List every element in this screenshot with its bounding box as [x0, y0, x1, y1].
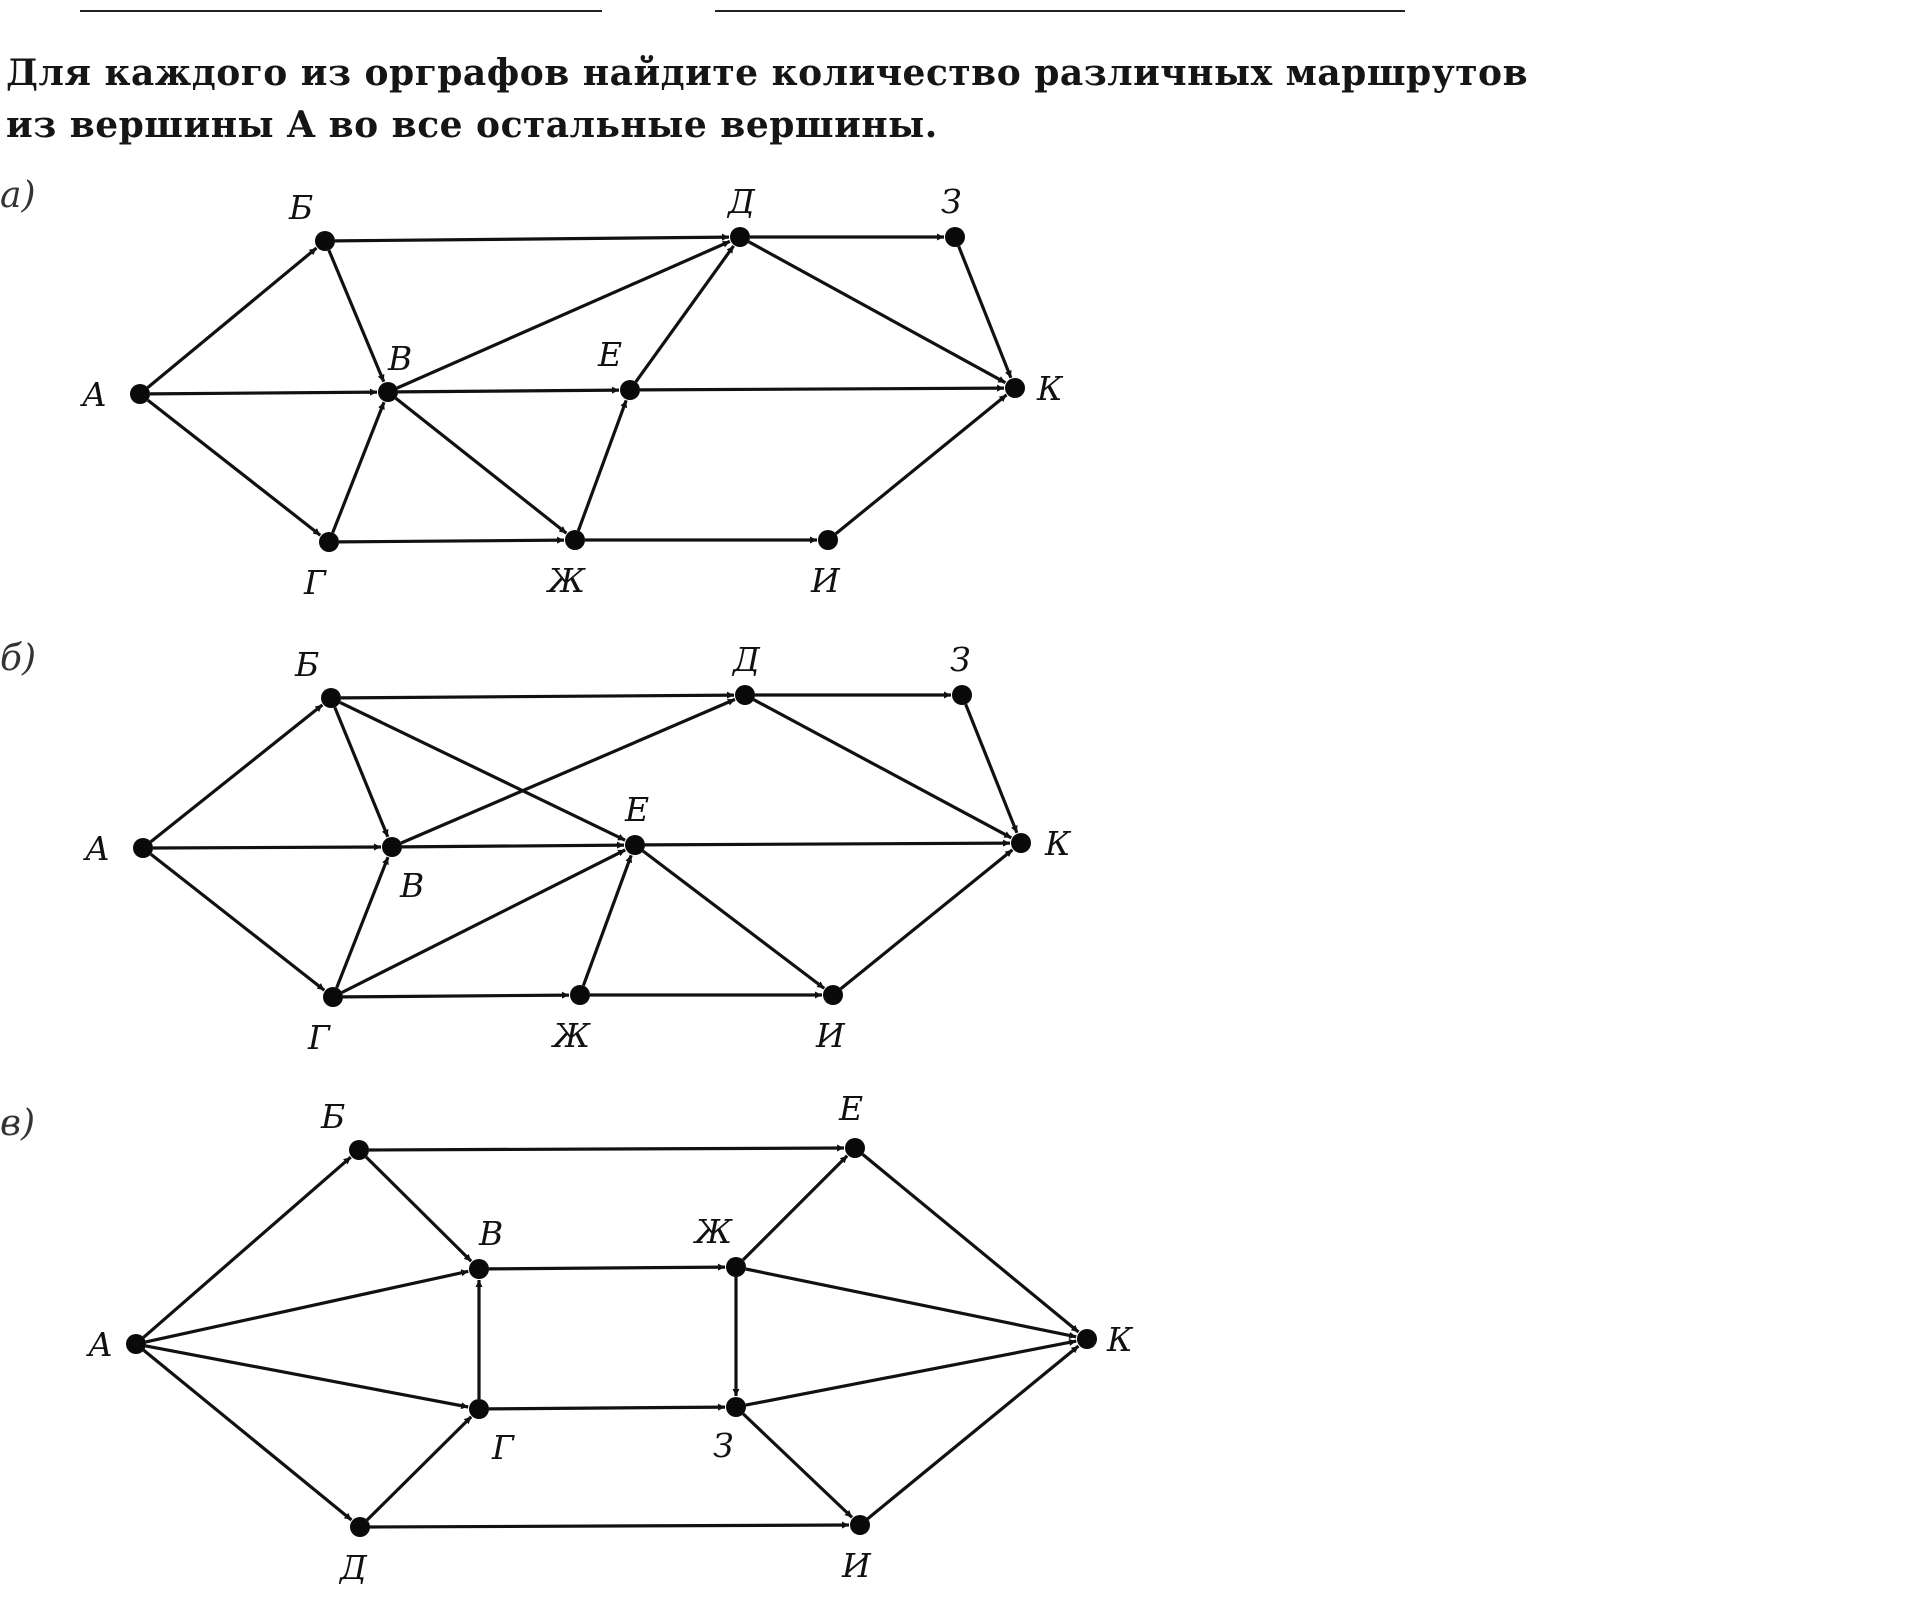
edge-b-b-v — [335, 707, 388, 837]
edge-c-a-g — [146, 1346, 468, 1407]
edge-a-a-v — [150, 392, 377, 394]
graph-a — [80, 182, 1064, 602]
edge-a-zh-e — [578, 400, 626, 530]
vertex-c-v — [469, 1259, 489, 1279]
vertex-c-i — [850, 1515, 870, 1535]
edge-c-b-e — [369, 1148, 844, 1150]
edge-b-a-v — [153, 847, 381, 848]
vertex-label-b-b: Б — [295, 645, 320, 684]
edge-b-b-d — [341, 695, 734, 698]
edge-a-v-zh — [396, 398, 567, 533]
vertex-label-b-v: В — [400, 866, 425, 905]
edge-b-e-k — [645, 843, 1010, 845]
edge-a-i-k — [836, 395, 1007, 534]
vertex-label-b-i: И — [816, 1016, 845, 1055]
vertex-label-c-a: А — [88, 1325, 113, 1364]
edge-b-g-e — [342, 850, 625, 993]
vertex-label-c-z: З — [713, 1426, 734, 1465]
vertex-label-b-a: А — [85, 829, 110, 868]
edge-c-i-k — [868, 1346, 1079, 1519]
vertex-b-v — [382, 837, 402, 857]
part-label-b: б) — [0, 638, 37, 679]
vertex-a-z — [945, 227, 965, 247]
vertex-label-b-d: Д — [733, 640, 760, 679]
vertex-label-c-g: Г — [492, 1428, 514, 1467]
vertex-a-e — [620, 380, 640, 400]
vertex-a-g — [319, 532, 339, 552]
vertex-b-zh — [570, 985, 590, 1005]
task-text-line-1: Для каждого из орграфов найдите количество различных маршрутов — [6, 52, 1529, 94]
vertex-a-v — [378, 382, 398, 402]
vertex-c-k — [1077, 1329, 1097, 1349]
vertex-b-d — [735, 685, 755, 705]
edge-a-e-d — [636, 246, 734, 382]
vertex-label-a-g: Г — [304, 563, 326, 602]
vertex-label-c-e: Е — [839, 1089, 864, 1128]
edge-b-g-v — [337, 857, 388, 988]
vertex-c-g — [469, 1399, 489, 1419]
edge-b-a-b — [151, 705, 323, 842]
vertex-label-a-k: К — [1037, 369, 1063, 408]
edge-c-a-v — [146, 1271, 469, 1342]
edge-c-e-k — [863, 1154, 1079, 1332]
vertex-c-e — [845, 1138, 865, 1158]
edge-c-z-k — [746, 1341, 1076, 1405]
vertex-label-b-g: Г — [308, 1018, 330, 1057]
vertex-label-a-b: Б — [289, 188, 314, 227]
edge-b-z-k — [966, 704, 1017, 833]
edge-a-z-k — [959, 246, 1011, 377]
edge-c-zh-k — [746, 1269, 1076, 1337]
edge-b-zh-e — [583, 855, 631, 985]
edge-a-a-g — [148, 400, 320, 535]
vertex-label-a-a: А — [82, 375, 107, 414]
vertex-label-b-e: Е — [625, 790, 650, 829]
vertex-label-c-zh: Ж — [695, 1212, 733, 1251]
vertex-a-a — [130, 384, 150, 404]
edge-b-b-e — [340, 702, 625, 840]
vertex-c-zh — [726, 1257, 746, 1277]
vertex-label-c-i: И — [842, 1546, 871, 1585]
vertex-c-d — [350, 1517, 370, 1537]
edge-b-v-d — [401, 699, 735, 843]
vertex-b-e — [625, 835, 645, 855]
vertex-a-d — [730, 227, 750, 247]
edge-c-d-g — [367, 1417, 471, 1520]
vertex-c-b — [349, 1140, 369, 1160]
vertex-a-i — [818, 530, 838, 550]
edge-c-z-i — [743, 1414, 852, 1518]
edge-c-a-b — [144, 1157, 351, 1337]
graph-c — [86, 1089, 1134, 1587]
edge-a-g-zh — [339, 540, 564, 542]
part-label-c: в) — [0, 1103, 35, 1144]
edge-b-a-g — [151, 854, 324, 990]
vertex-label-a-v: В — [388, 339, 413, 378]
edge-b-i-k — [841, 850, 1013, 989]
vertex-label-a-z: З — [941, 182, 962, 221]
vertex-a-k — [1005, 378, 1025, 398]
edge-a-b-v — [329, 250, 384, 382]
vertex-label-c-k: К — [1107, 1320, 1133, 1359]
vertex-label-c-v: В — [479, 1214, 504, 1253]
edge-a-a-b — [148, 248, 317, 388]
edge-c-g-z — [489, 1407, 725, 1409]
vertex-c-a — [126, 1334, 146, 1354]
vertex-label-a-d: Д — [728, 182, 755, 221]
vertex-label-b-k: К — [1045, 824, 1071, 863]
edge-b-v-e — [402, 845, 624, 847]
edge-b-g-zh — [343, 995, 569, 997]
vertex-a-zh — [565, 530, 585, 550]
edge-a-b-d — [335, 237, 729, 241]
edge-c-v-zh — [489, 1267, 725, 1269]
edge-b-e-i — [643, 851, 824, 988]
vertex-label-a-e: Е — [598, 335, 623, 374]
vertex-b-g — [323, 987, 343, 1007]
vertex-label-b-zh: Ж — [553, 1016, 591, 1055]
vertex-c-z — [726, 1397, 746, 1417]
vertex-label-b-z: З — [950, 640, 971, 679]
edge-c-d-i — [370, 1525, 849, 1527]
part-label-a: а) — [0, 175, 36, 216]
graph-b — [83, 640, 1072, 1057]
vertex-label-c-d: Д — [340, 1548, 367, 1587]
edge-c-b-v — [366, 1157, 471, 1261]
edge-c-a-d — [144, 1350, 352, 1520]
edge-a-e-k — [640, 388, 1004, 390]
vertex-b-z — [952, 685, 972, 705]
vertex-b-k — [1011, 833, 1031, 853]
edge-a-v-e — [398, 390, 619, 392]
vertex-label-c-b: Б — [321, 1097, 346, 1136]
vertex-b-b — [321, 688, 341, 708]
edge-c-zh-e — [743, 1156, 847, 1260]
edge-a-g-v — [333, 402, 384, 533]
vertex-label-a-zh: Ж — [548, 561, 586, 600]
vertex-b-i — [823, 985, 843, 1005]
vertex-label-a-i: И — [811, 561, 840, 600]
vertex-a-b — [315, 231, 335, 251]
edge-a-v-d — [397, 241, 730, 388]
task-text-line-2: из вершины A во все остальные вершины. — [6, 104, 938, 146]
vertex-b-a — [133, 838, 153, 858]
